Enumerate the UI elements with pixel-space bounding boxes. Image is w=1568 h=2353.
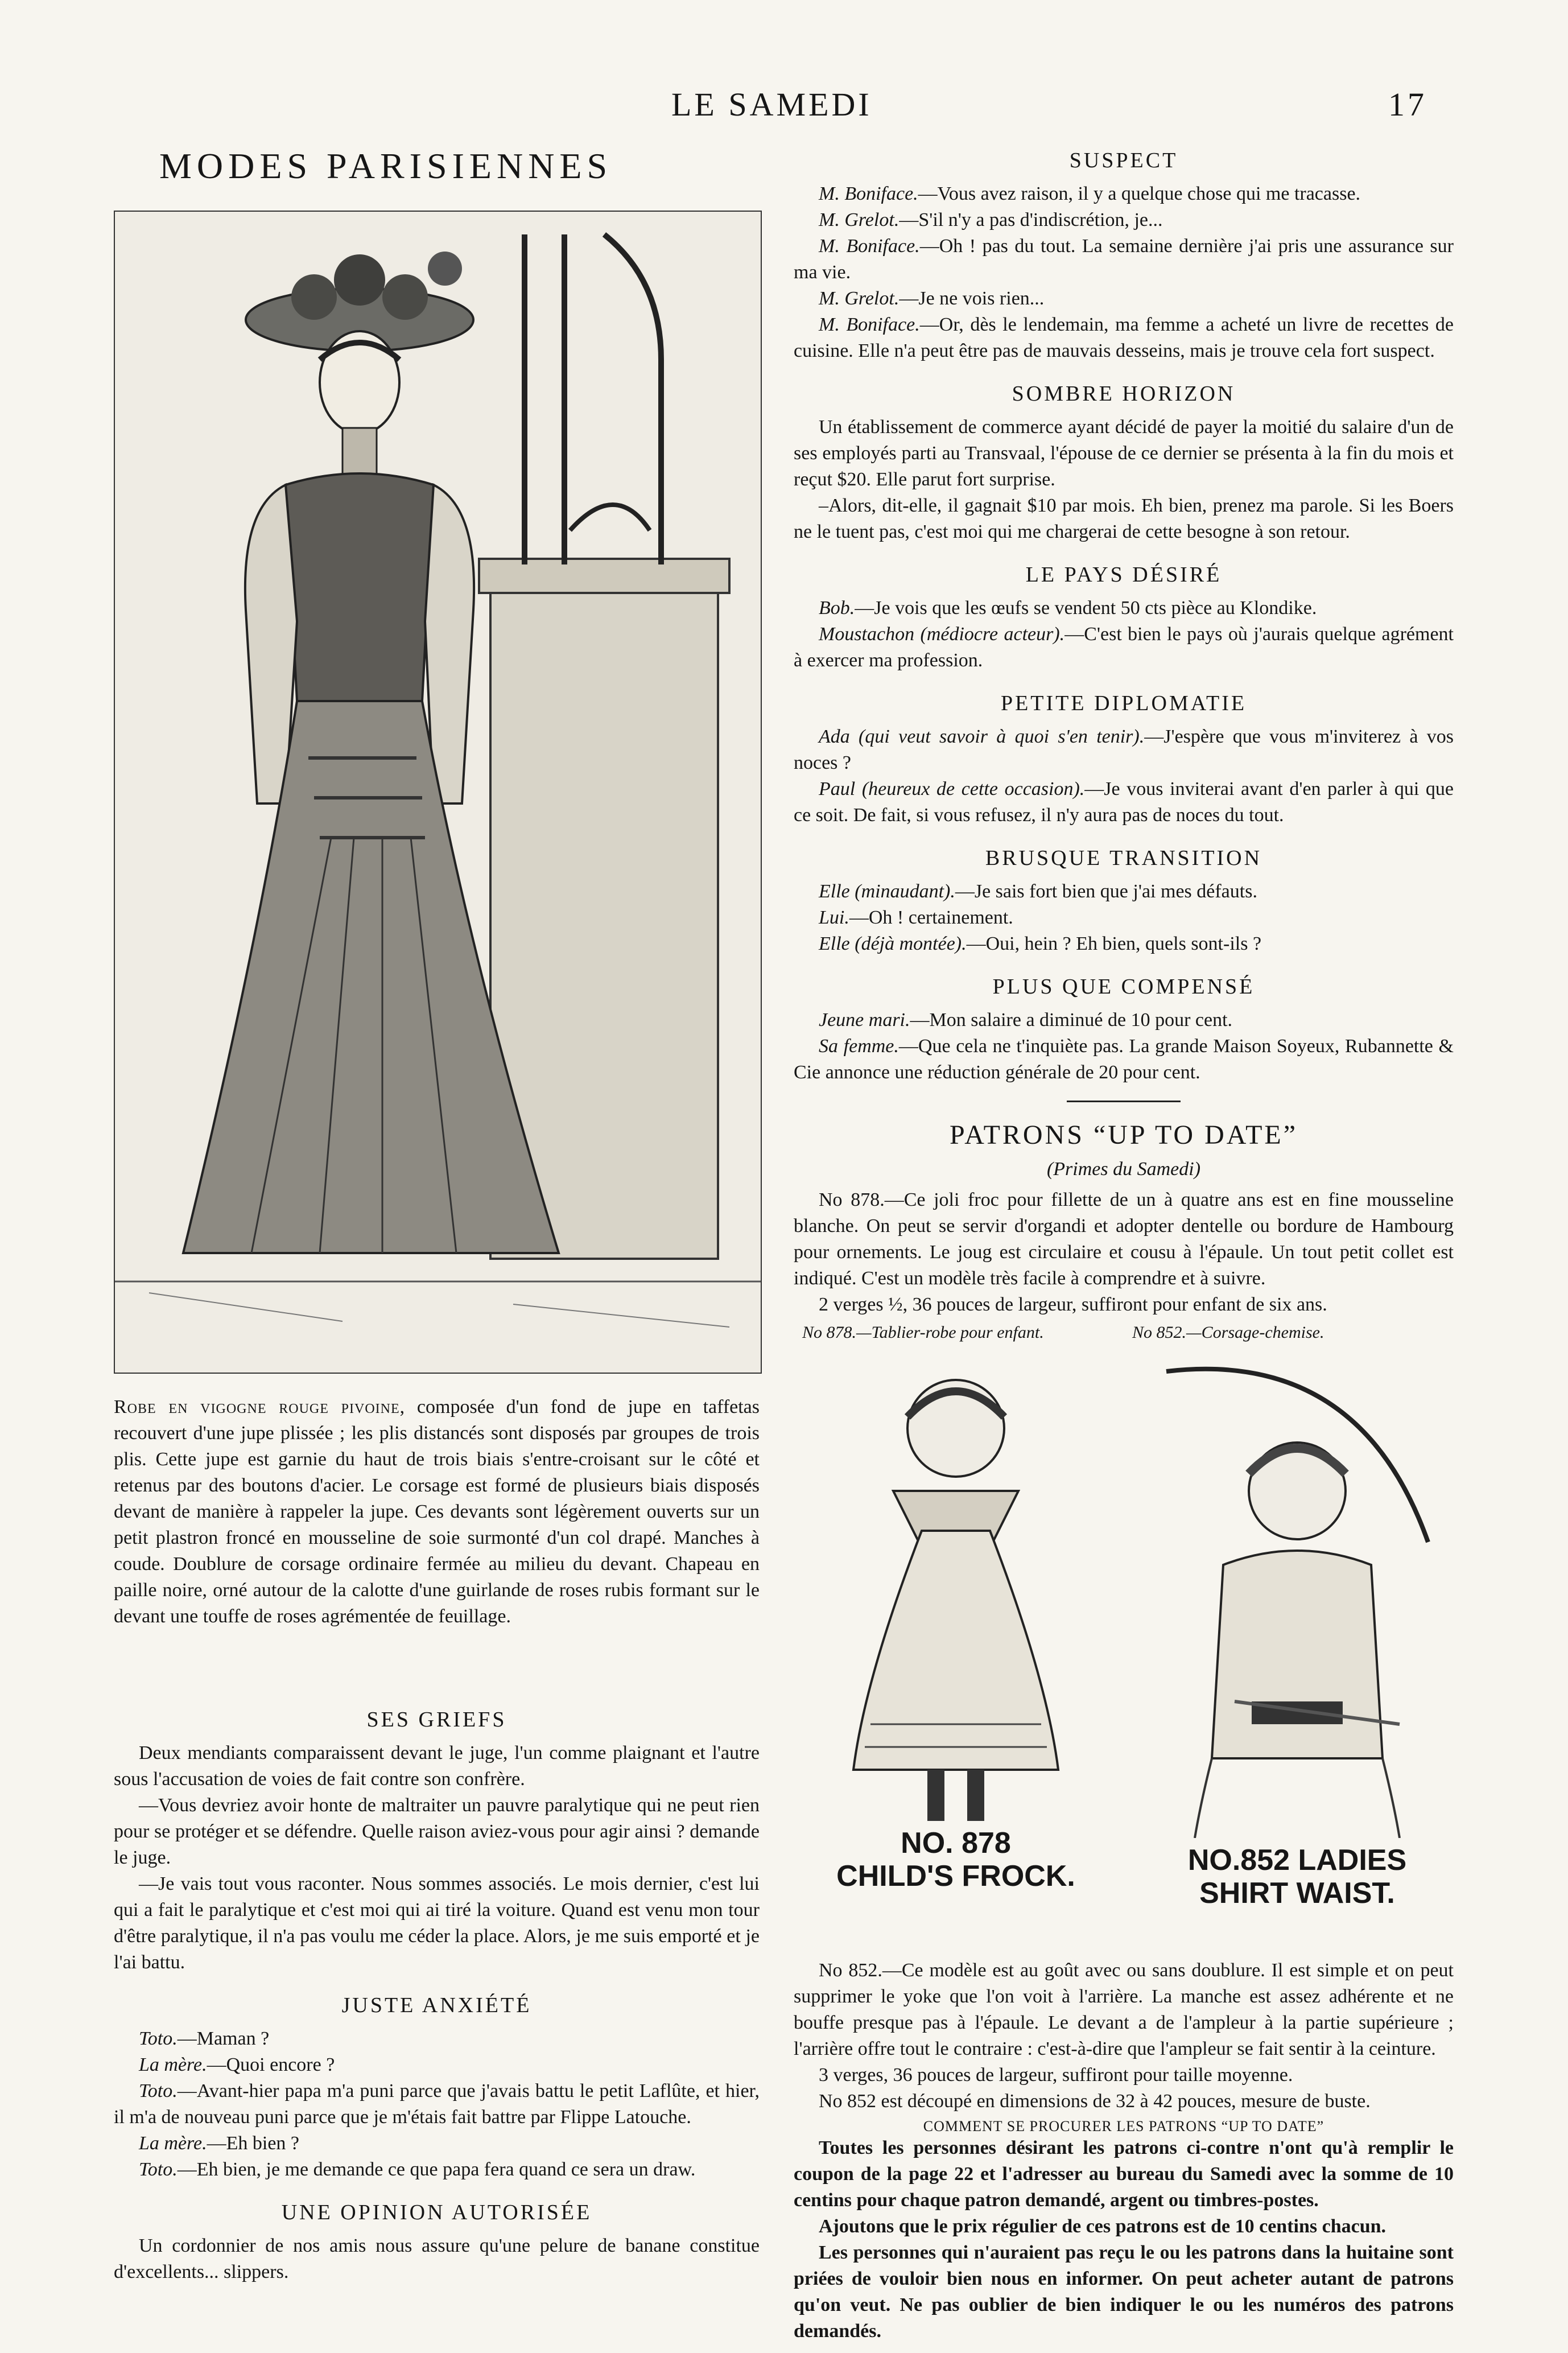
- brusque-line-2: [794, 905, 1454, 931]
- juste-line-4: [114, 2131, 760, 2157]
- childs-frock-illustration: [808, 1360, 1104, 1906]
- sombre-title: SOMBRE HORIZON: [1012, 382, 1236, 406]
- griefs-paragraph-3: —Je vais tout vous raconter. Nous sommes associés. Le mois dernier, c'est lui qui a fait le paralytique et c'est moi qui ai tiré la voiture. Quand est venu mon tour d'être paralytique, il n'a pas voulu me céder la place. Alors, je me suis emporté et je l'ai battu.: [114, 1873, 760, 1973]
- speaker: Sa femme.: [819, 1036, 899, 1057]
- dialogue: —Maman ?: [177, 2028, 270, 2049]
- patrons-852-text: No 852.—Ce modèle est au goût avec ou sans doublure. Il est simple et on peut supprimer le yoke que l'on voit à l'arrière. La manche est assez adhérente et ne bouffe presque pas à l'épaule. Le devant a de l'ampleur à la partie supérieure ; l'arrière offre tout le contraire : c'est-à-dire que l'ampleur se fait sentir à la ceinture.: [794, 1960, 1454, 2059]
- shirt-waist-illustration: [1132, 1360, 1462, 1935]
- juste-title: JUSTE ANXIÉTÉ: [341, 1993, 532, 2017]
- dialogue: —Que cela ne t'inquiète pas. La grande Maison Soyeux, Rubannette & Cie annonce une réduction générale de 20 pour cent.: [794, 1036, 1454, 1083]
- speaker: M. Boniface.: [819, 314, 920, 335]
- speaker: Toto.: [139, 2080, 178, 2101]
- dialogue: —Je sais fort bien que j'ai mes défauts.: [955, 881, 1257, 902]
- section-title-modes: MODES PARISIENNES: [159, 146, 613, 186]
- suspect-line-2: [794, 207, 1454, 233]
- griefs-paragraph-1: Deux mendiants comparaissent devant le juge, l'un comme plaignant et l'autre sous l'accusation de voies de fait contre son confrère.: [114, 1742, 760, 1790]
- speaker: Jeune mari.: [819, 1009, 910, 1031]
- figure-label-852-number: NO.852 LADIES: [1187, 1844, 1407, 1877]
- figure-caption-852: No 852.—Corsage-chemise.: [1132, 1323, 1324, 1342]
- patrons-878-text: No 878.—Ce joli froc pour fillette de un à quatre ans est en fine mousseline blanche. On peut se servir d'organdi et adopter dentelle ou bordure de Hambourg pour ornements. Le joug est circulaire et cousu à l'épaule. Un tout petit collet est indiqué. C'est un modèle très facile à comprendre et à suivre.: [794, 1189, 1454, 1289]
- patrons-subtitle: (Primes du Samedi): [1046, 1159, 1201, 1180]
- woman-in-dress-illustration: [115, 212, 761, 1373]
- pays-line-2: [794, 621, 1454, 674]
- comment-title: COMMENT SE PROCURER LES PATRONS “UP TO DATE”: [923, 2118, 1324, 2134]
- figure-label-878-number: NO. 878: [901, 1827, 1011, 1860]
- plus-line-2: [794, 1033, 1454, 1086]
- caption-lead: Robe en vigogne rouge pivoine,: [114, 1396, 406, 1417]
- speaker: Elle (minaudant).: [819, 881, 955, 902]
- speaker: M. Boniface.: [819, 236, 920, 257]
- figure-label-878: [808, 1827, 1104, 1893]
- dialogue: —Mon salaire a diminué de 10 pour cent.: [910, 1009, 1233, 1031]
- speaker: Moustachon (médiocre acteur).: [819, 624, 1065, 645]
- dialogue: —Eh bien ?: [207, 2133, 300, 2154]
- suspect-line-3: [794, 233, 1454, 286]
- right-column: [794, 148, 1454, 1318]
- fashion-caption: [114, 1394, 760, 1630]
- dialogue: —Oh ! pas du tout. La semaine dernière j'ai pris une assurance sur ma vie.: [794, 236, 1454, 283]
- dialogue: —Je vous inviterai avant d'en parler à qui que ce soit. De fait, si vous refusez, il n'y aura pas de noces du tout.: [794, 778, 1454, 826]
- dialogue: —Je vois que les œufs se vendent 50 cts pièce au Klondike.: [855, 597, 1317, 619]
- suspect-line-1: [794, 181, 1454, 207]
- comment-paragraph-2: Ajoutons que le prix régulier de ces patrons est de 10 centins chacun.: [819, 2216, 1387, 2237]
- speaker: Ada (qui veut savoir à quoi s'en tenir).: [819, 726, 1145, 747]
- figure-label-878-name: CHILD'S FROCK.: [836, 1860, 1075, 1893]
- speaker: La mère.: [139, 2133, 207, 2154]
- fashion-illustration: [114, 211, 762, 1374]
- speaker: La mère.: [139, 2054, 207, 2075]
- griefs-title: SES GRIEFS: [366, 1708, 507, 1732]
- suspect-title: SUSPECT: [1069, 149, 1178, 172]
- plus-line-1: [794, 1007, 1454, 1033]
- speaker: Paul (heureux de cette occasion).: [819, 778, 1085, 800]
- caption-text: composée d'un fond de jupe en taffetas recouvert d'une jupe plissée ; les plis distancés sont disposés par groupes de trois plis. Cette jupe est garnie du haut de trois biais s'entre-croisant sur le côté et retenus par des boutons d'acier. Le corsage est formé de plusieurs biais disposés devant de manière à rappeler la jupe. Ces devants sont légèrement ouverts sur un petit plastron froncé en mousseline de soie surmonté d'un col drapé. Manches à coude. Doublure de corsage ordinaire fermée au milieu du devant. Chapeau en paille noire, orné autour de la calotte d'une guirlande de roses rubis formant sur le devant une touffe de roses agrémentée de feuillage.: [114, 1396, 760, 1627]
- dialogue: —J'espère que vous m'inviterez à vos noces ?: [794, 726, 1454, 773]
- petite-title: PETITE DIPLOMATIE: [1000, 691, 1247, 715]
- brusque-title: BRUSQUE TRANSITION: [985, 846, 1262, 870]
- suspect-line-5: [794, 312, 1454, 364]
- brusque-line-1: [794, 879, 1454, 905]
- pays-line-1: [794, 595, 1454, 621]
- speaker: Bob.: [819, 597, 855, 619]
- speaker: Lui.: [819, 907, 849, 928]
- griefs-section: [114, 1690, 760, 2285]
- lady-figure: [1132, 1360, 1462, 1838]
- speaker: M. Boniface.: [819, 183, 918, 204]
- juste-line-2: [114, 2052, 760, 2078]
- sombre-paragraph-1: Un établissement de commerce ayant décidé de payer la moitié du salaire d'un de ses employés parti au Transvaal, l'épouse de ce dernier se présenta à la fin du mois et reçut $20. Elle parut fort surprise.: [794, 417, 1454, 490]
- patrons-852-yardage: 3 verges, 36 pouces de largeur, suffiront pour taille moyenne.: [819, 2064, 1293, 2086]
- dialogue: —Vous avez raison, il y a quelque chose qui me tracasse.: [918, 183, 1361, 204]
- opinion-title: UNE OPINION AUTORISÉE: [281, 2200, 592, 2224]
- plus-title: PLUS QUE COMPENSÉ: [992, 975, 1255, 999]
- speaker: M. Grelot.: [819, 209, 899, 230]
- dialogue: —Oh ! certainement.: [849, 907, 1013, 928]
- page-number: 17: [1388, 86, 1427, 123]
- griefs-paragraph-2: —Vous devriez avoir honte de maltraiter un pauvre paralytique qui ne peut rien pour se protéger et se défendre. Quelle raison aviez-vous pour agir ainsi ? demande le juge.: [114, 1795, 760, 1868]
- figure-caption-878: No 878.—Tablier-robe pour enfant.: [802, 1323, 1044, 1342]
- figure-label-852: [1132, 1844, 1462, 1910]
- dialogue: —Eh bien, je me demande ce que papa fera quand ce sera un draw.: [177, 2159, 696, 2180]
- comment-paragraph-3: Les personnes qui n'auraient pas reçu le ou les patrons dans la huitaine sont priées de vouloir bien nous en informer. On peut acheter autant de patrons qu'on veut. Ne pas oublier de bien indiquer le ou les numéros des patrons demandés.: [794, 2242, 1454, 2342]
- section-divider: [1067, 1101, 1181, 1102]
- speaker: Toto.: [139, 2028, 178, 2049]
- sombre-paragraph-2: –Alors, dit-elle, il gagnait $10 par mois. Eh bien, prenez ma parole. Si les Boers ne le tuent pas, c'est moi qui me chargerai de cette besogne à son retour.: [794, 495, 1454, 542]
- patrons-852-sizes: No 852 est découpé en dimensions de 32 à 42 pouces, mesure de buste.: [819, 2091, 1371, 2112]
- dialogue: —Or, dès le lendemain, ma femme a acheté un livre de recettes de cuisine. Elle n'a peut être pas de mauvais desseins, mais je trouve cela fort suspect.: [794, 314, 1454, 361]
- petite-line-1: [794, 724, 1454, 776]
- dialogue: —S'il n'y a pas d'indiscrétion, je...: [899, 209, 1163, 230]
- comment-paragraph-1: Toutes les personnes désirant les patrons ci-contre n'ont qu'à remplir le coupon de la page 22 et l'adresser au bureau du Samedi avec la somme de 10 centins pour chaque patron demandé, argent ou timbres-postes.: [794, 2137, 1454, 2211]
- speaker: Toto.: [139, 2159, 178, 2180]
- juste-line-3: [114, 2078, 760, 2131]
- juste-line-1: [114, 2026, 760, 2052]
- running-title: LE SAMEDI: [671, 86, 872, 123]
- dialogue: —Je ne vois rien...: [899, 288, 1045, 309]
- brusque-line-3: [794, 931, 1454, 957]
- petite-line-2: [794, 776, 1454, 829]
- dialogue: —Avant-hier papa m'a puni parce que j'avais battu le petit Laflûte, et hier, il m'a de nouveau puni parce que je m'étais fait battre par Flippe Latouche.: [114, 2080, 760, 2128]
- pays-title: LE PAYS DÉSIRÉ: [1025, 563, 1222, 587]
- opinion-text: Un cordonnier de nos amis nous assure qu'une pelure de banane constitue d'excellents... slippers.: [114, 2235, 760, 2282]
- child-figure: [808, 1360, 1104, 1827]
- figure-label-852-name: SHIRT WAIST.: [1199, 1877, 1395, 1910]
- patrons-852-section: [794, 1958, 1454, 2344]
- suspect-line-4: [794, 286, 1454, 312]
- dialogue: —Oui, hein ? Eh bien, quels sont-ils ?: [966, 933, 1262, 954]
- speaker: Elle (déjà montée).: [819, 933, 967, 954]
- patrons-878-yardage: 2 verges ½, 36 pouces de largeur, suffiront pour enfant de six ans.: [819, 1294, 1327, 1315]
- juste-line-5: [114, 2157, 760, 2183]
- patrons-title: PATRONS “UP TO DATE”: [949, 1120, 1298, 1150]
- speaker: M. Grelot.: [819, 288, 899, 309]
- dialogue: —C'est bien le pays où j'aurais quelque agrément à exercer ma profession.: [794, 624, 1454, 671]
- dialogue: —Quoi encore ?: [207, 2054, 335, 2075]
